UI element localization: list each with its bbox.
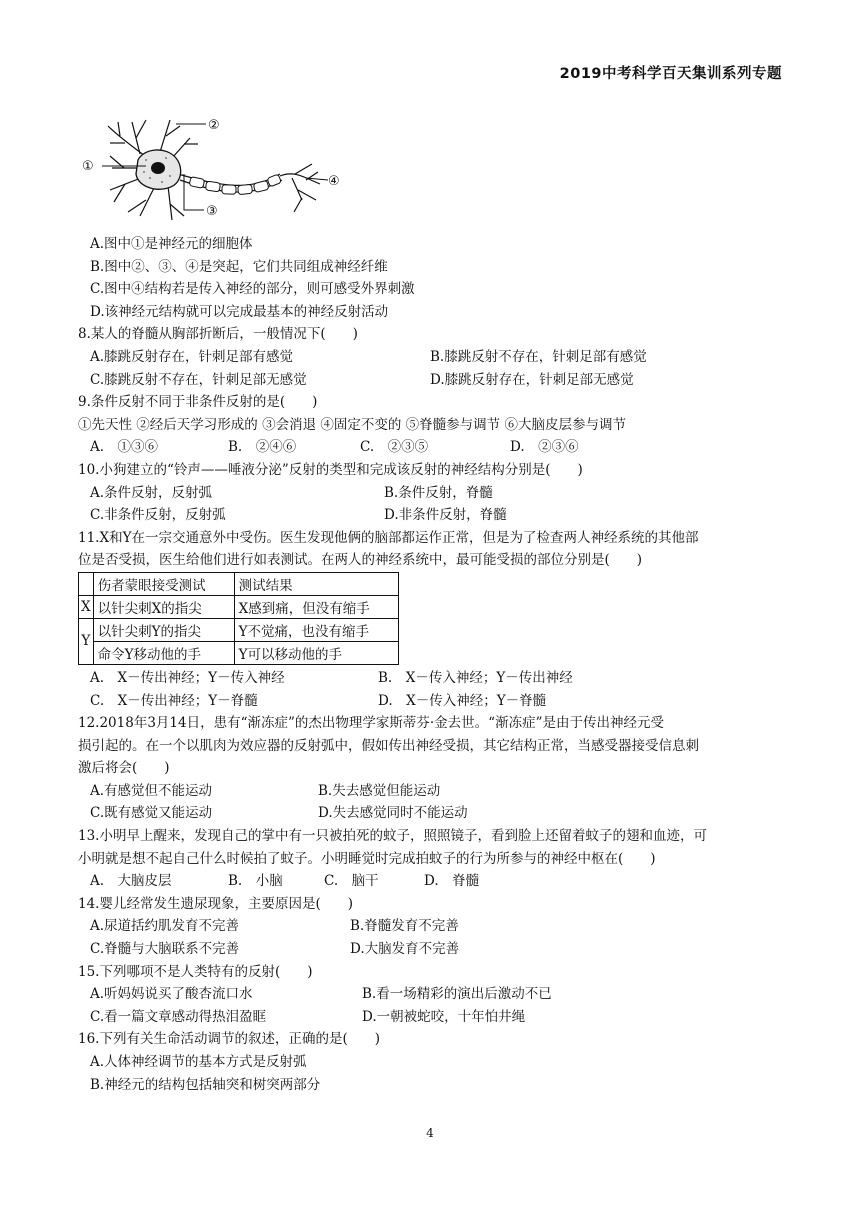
q8-option-b: B.膝跳反射不存在，针刺足部有感觉: [430, 348, 647, 365]
table-row-label: X: [79, 595, 94, 618]
q12-stem-1: 12.2018年3月14日，患有“渐冻症”的杰出物理学家斯蒂芬·金去世。“渐冻症”是由于传出神经元受: [78, 715, 664, 732]
q13-stem-2: 小明就是想不起自己什么时候拍了蚊子。小明睡觉时完成拍蚊子的行为所参与的神经中枢在( ): [78, 850, 656, 867]
label-4: ④: [328, 174, 340, 189]
q9-items: ①先天性 ②经后天学习形成的 ③会消退 ④固定不变的 ⑤脊髓参与调节 ⑥大脑皮层参与调节: [78, 416, 626, 433]
table-cell-result: Y可以移动他的手: [234, 641, 398, 664]
table-header-row: [79, 572, 399, 595]
table-header-result: 测试结果: [234, 572, 398, 595]
table-cell-test: 以针尖刺X的指尖: [93, 595, 234, 618]
q14-options-row1: [78, 915, 786, 938]
label-2: ②: [208, 118, 220, 133]
q9-option-c: C. ②③⑤: [360, 439, 429, 456]
q14-option-a: A.尿道括约肌发育不完善: [90, 918, 240, 935]
neuron-diagram: [80, 108, 345, 233]
q8-option-a: A.膝跳反射存在，针刺足部有感觉: [90, 348, 294, 365]
q10-options-row2: [78, 504, 786, 527]
q10-option-b: B.条件反射，脊髓: [384, 484, 493, 501]
q8-stem: 8.某人的脊髓从胸部折断后，一般情况下( ): [78, 326, 358, 343]
q14-option-d: D.大脑发育不完善: [350, 941, 460, 958]
table-cell-test: 以针尖刺Y的指尖: [93, 618, 234, 641]
table-corner-cell: [79, 572, 94, 595]
q12-option-d: D.失去感觉同时不能运动: [318, 805, 468, 822]
q16-stem: 16.下列有关生命活动调节的叙述，正确的是( ): [78, 1031, 381, 1048]
q15-option-c: C.看一篇文章感动得热泪盈眶: [90, 1008, 267, 1025]
q11-options-row2: [78, 690, 786, 713]
q9-options: [78, 436, 786, 459]
table-cell-test: 命令Y移动他的手: [93, 641, 234, 664]
q9-stem: 9.条件反射不同于非条件反射的是( ): [78, 394, 318, 411]
q10-stem: 10.小狗建立的“铃声——唾液分泌”反射的类型和完成该反射的神经结构分别是( ): [78, 461, 583, 478]
q11-stem-1: 11.X和Y在一宗交通意外中受伤。医生发现他俩的脑部都运作正常，但是为了检查两人神经系统的其他部: [78, 529, 699, 546]
q14-option-c: C.脊髓与大脑联系不完善: [90, 941, 240, 958]
q10-option-a: A.条件反射，反射弧: [90, 484, 213, 501]
q7-option-c: C.图中④结构若是传入神经的部分，则可感受外界刺激: [90, 281, 415, 298]
table-cell-result: Y不觉痛，也没有缩手: [234, 618, 398, 641]
q13-options: [78, 870, 786, 893]
q12-options-row2: [78, 802, 786, 825]
q13-option-a: A. 大脑皮层: [90, 873, 172, 890]
q9-option-d: D. ②③⑥: [510, 439, 579, 456]
table-row: [79, 618, 399, 641]
q12-option-b: B.失去感觉但能运动: [318, 782, 441, 799]
q16-option-b: B.神经元的结构包括轴突和树突两部分: [90, 1076, 321, 1093]
q14-option-b: B.脊髓发育不完善: [350, 918, 459, 935]
page-number: 4: [426, 1126, 434, 1140]
q11-stem-2: 位是否受损，医生给他们进行如表测试。在两人的神经系统中，最可能受损的部位分别是( ): [78, 552, 643, 569]
table-row: [79, 641, 399, 664]
page-content: [78, 108, 786, 1096]
q8-option-d: D.膝跳反射存在，针刺足部无感觉: [430, 371, 634, 388]
table-cell-result: X感到痛，但没有缩手: [234, 595, 398, 618]
q11-table: [78, 572, 399, 665]
q11-option-a: A. X－传出神经；Y－传入神经: [90, 669, 285, 686]
q13-option-d: D. 脊髓: [424, 873, 480, 890]
table-row: [79, 595, 399, 618]
q11-options-row1: [78, 667, 786, 690]
q12-option-a: A.有感觉但不能运动: [90, 782, 213, 799]
q15-option-d: D.一朝被蛇咬，十年怕井绳: [362, 1008, 526, 1025]
q9-option-a: A. ①③⑥: [90, 439, 159, 456]
q10-option-d: D.非条件反射，脊髓: [384, 507, 507, 524]
q13-option-b: B. 小脑: [228, 873, 283, 890]
q11-option-d: D. X－传入神经；Y－脊髓: [378, 692, 547, 709]
q10-option-c: C.非条件反射，反射弧: [90, 507, 226, 524]
page-header: 2019中考科学百天集训系列专题: [559, 66, 782, 82]
q15-option-b: B.看一场精彩的演出后激动不已: [362, 986, 552, 1003]
q8-options-row1: [78, 346, 786, 369]
q12-option-c: C.既有感觉又能运动: [90, 805, 213, 822]
q14-stem: 14.婴儿经常发生遗尿现象，主要原因是( ): [78, 895, 354, 912]
q8-option-c: C.膝跳反射不存在，针刺足部无感觉: [90, 371, 307, 388]
q11-option-b: B. X－传入神经；Y－传出神经: [378, 669, 573, 686]
q7-option-a: A.图中①是神经元的细胞体: [90, 236, 253, 252]
q9-option-b: B. ②④⑥: [228, 439, 297, 456]
q13-stem-1: 13.小明早上醒来，发现自己的掌中有一只被拍死的蚊子，照照镜子，看到脸上还留着蚊子的翅和血迹，可: [78, 828, 707, 845]
q12-stem-2: 损引起的。在一个以肌肉为效应器的反射弧中，假如传出神经受损，其它结构正常，当感受器接受信息刺: [78, 737, 699, 754]
q8-options-row2: [78, 369, 786, 392]
q15-options-row1: [78, 983, 786, 1006]
q14-options-row2: [78, 938, 786, 961]
neuron-diagram-svg: [80, 108, 345, 233]
q12-options-row1: [78, 780, 786, 803]
q10-options-row1: [78, 482, 786, 505]
label-1: ①: [82, 159, 94, 174]
q12-stem-3: 激后将会( ): [78, 760, 170, 777]
q15-options-row2: [78, 1006, 786, 1029]
q15-option-a: A.听妈妈说买了酸杏流口水: [90, 986, 253, 1003]
q11-option-c: C. X－传出神经；Y－脊髓: [90, 692, 258, 709]
q16-option-a: A.人体神经调节的基本方式是反射弧: [90, 1054, 307, 1070]
q7-option-b: B.图中②、③、④是突起，它们共同组成神经纤维: [90, 258, 388, 275]
q7-option-d: D.该神经元结构就可以完成最基本的神经反射活动: [90, 303, 389, 320]
q15-stem: 15.下列哪项不是人类特有的反射( ): [78, 963, 313, 980]
table-header-test: 伤者蒙眼接受测试: [93, 572, 234, 595]
label-3: ③: [206, 204, 218, 219]
table-row-label: Y: [79, 618, 94, 664]
q13-option-c: C. 脑干: [324, 873, 379, 890]
